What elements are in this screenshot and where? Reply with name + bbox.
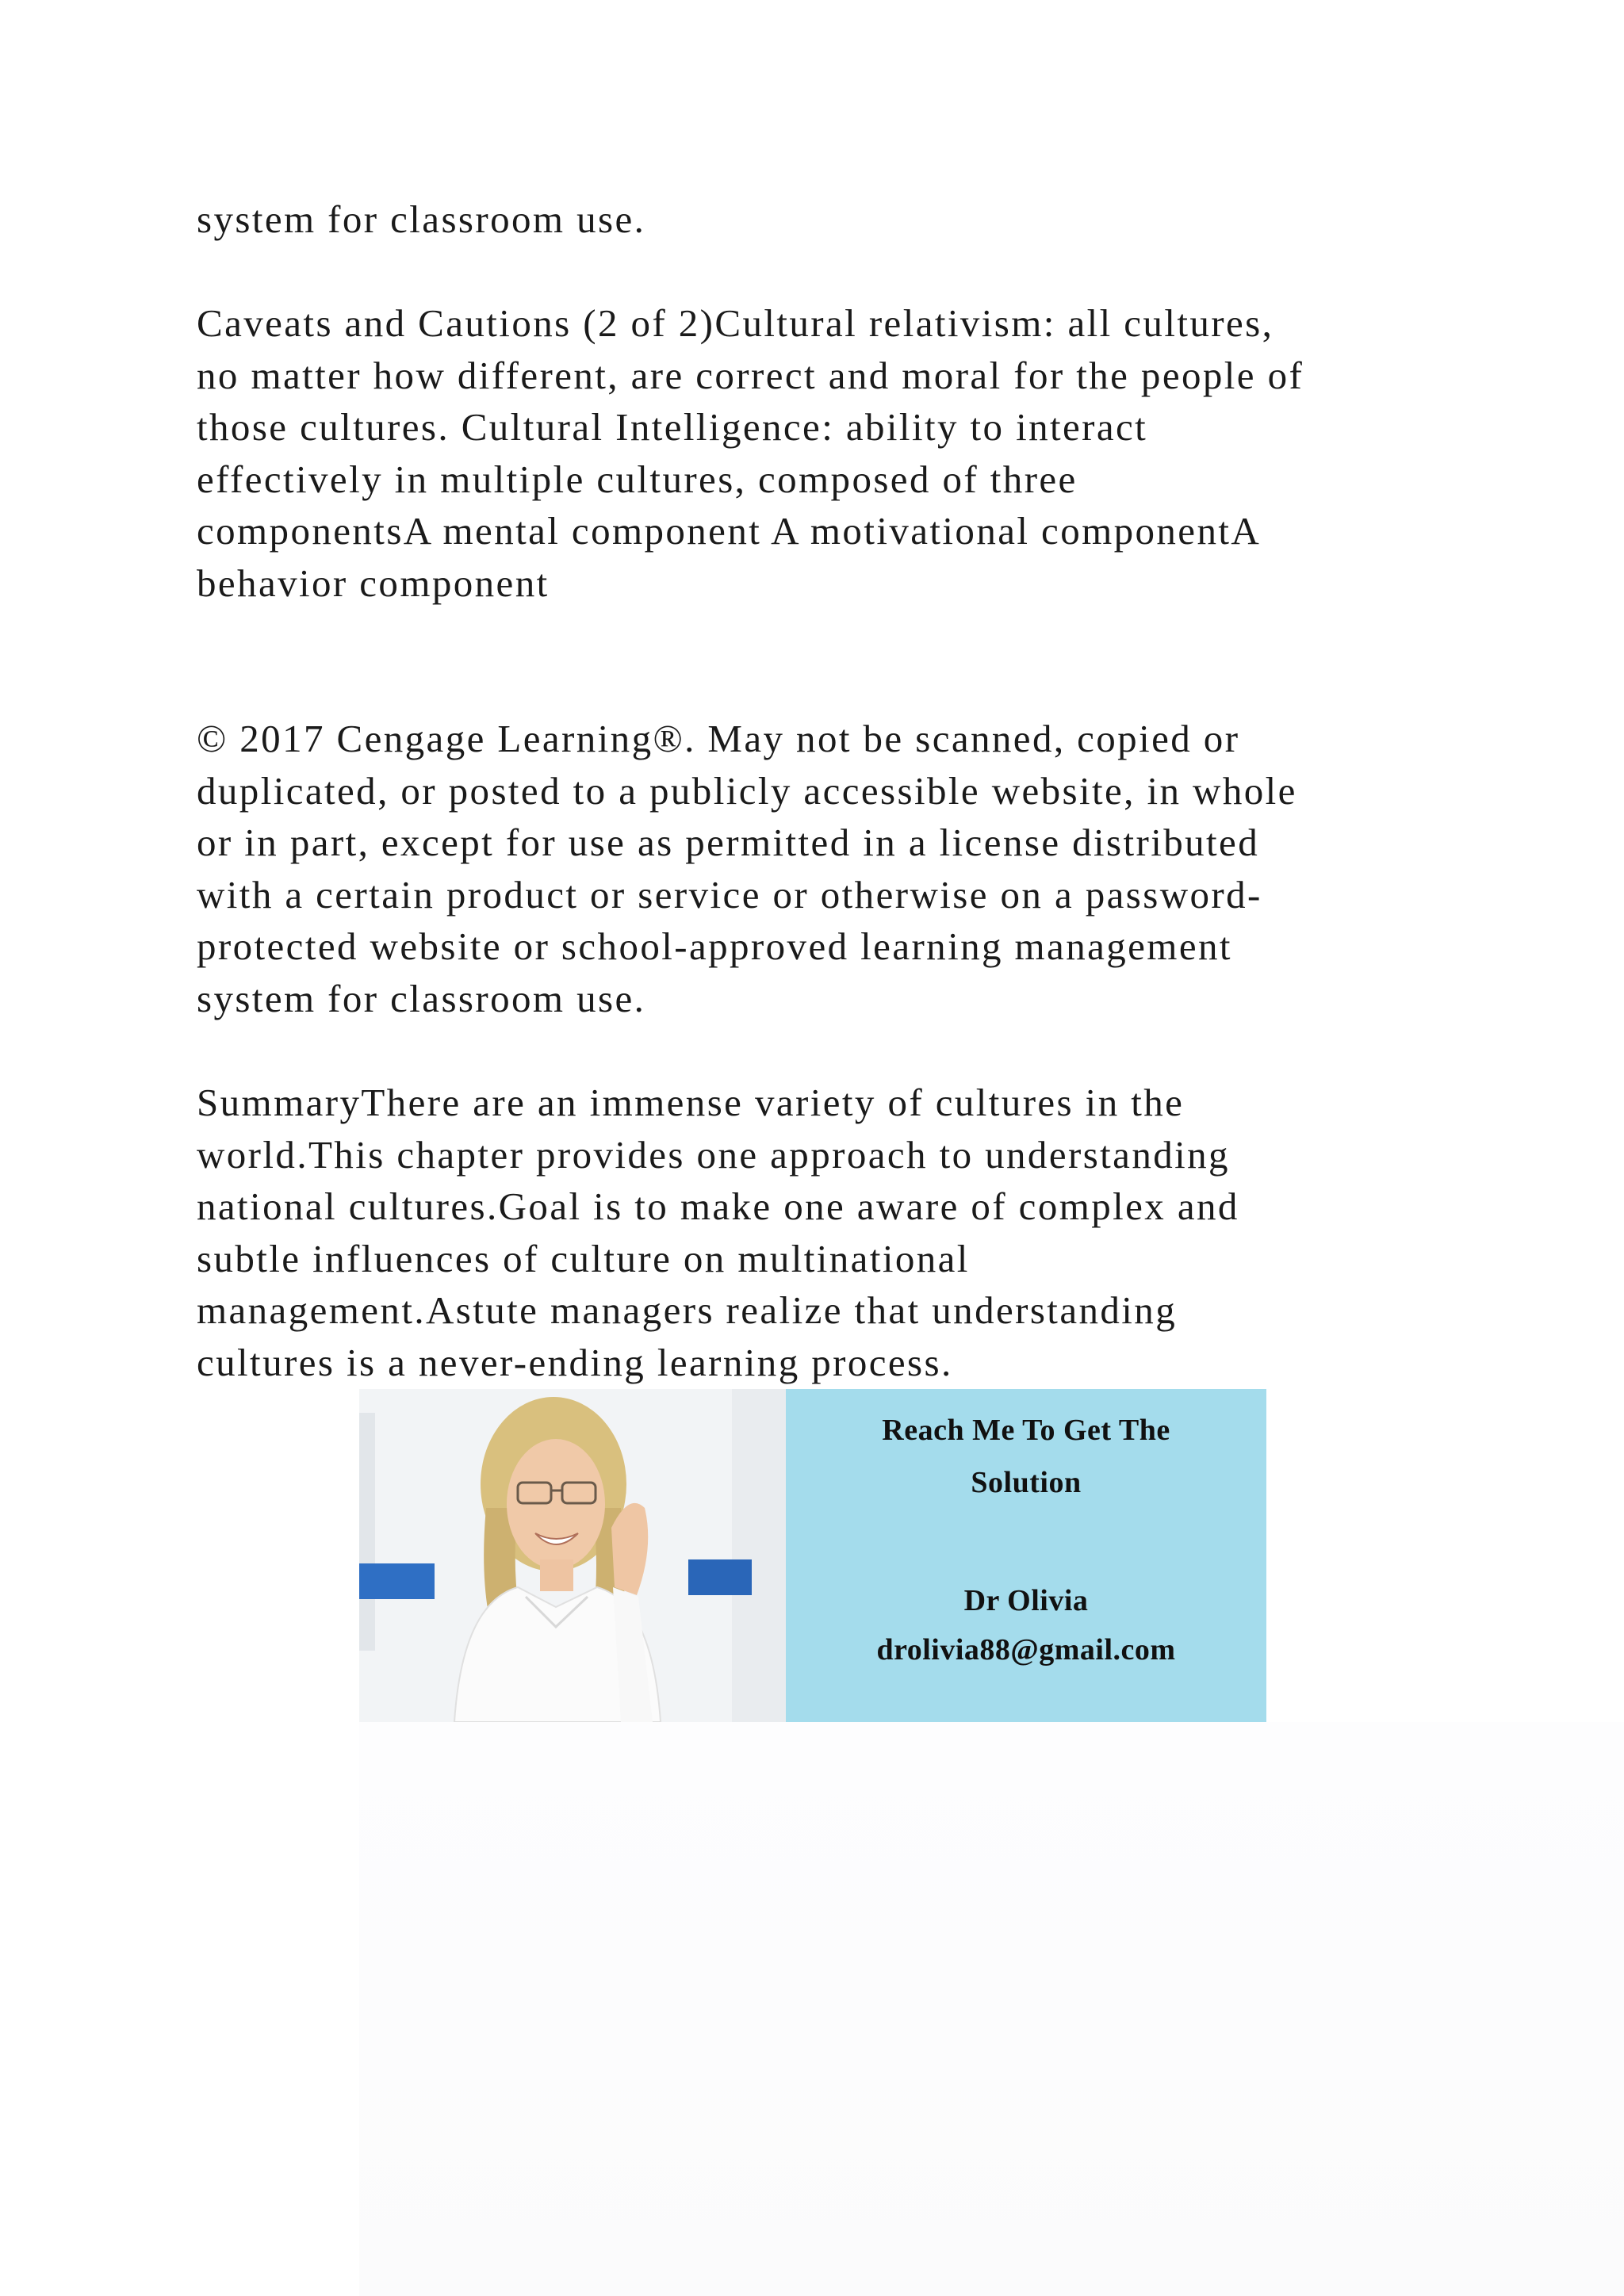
paragraph-copyright-notice: © 2017 Cengage Learning®. May not be scanned, copied or duplicated, or posted to a publicly accessible website, in whole or in part, except for use as permitted in a license distributed with a certain product or service or otherwise on a password- protected website or school-approved learning management system for classroom use. [197, 717, 1297, 1020]
paragraph-summary: SummaryThere are an immense variety of cultures in the world.This chapter provides one approach to understanding national cultures.Goal is to make one aware of complex and subtle influences of culture on multinational management.Astute managers realize that understanding cultures is a never-ending learning process. [197, 1081, 1239, 1384]
paragraph-classroom-use: system for classroom use. [197, 197, 646, 241]
blank-page-area [359, 1722, 1624, 2296]
paragraph-caveats-and-cautions: Caveats and Cautions (2 of 2)Cultural relativism: all cultures, no matter how different, are correct and moral for the people of those cultures. Cultural Intelligence: ability to interact effectively in multiple cultures, composed of three componentsA mental component A motivational componentA behavior component [197, 301, 1304, 605]
contact-panel [786, 1389, 1266, 1722]
woman-photo-illustration [359, 1389, 786, 1722]
advert-heading-line-1: Reach Me To Get The [882, 1414, 1170, 1447]
advert-heading-line-2: Solution [971, 1466, 1082, 1499]
contact-name: Dr Olivia [963, 1584, 1089, 1617]
contact-email[interactable]: drolivia88@gmail.com [876, 1633, 1176, 1667]
contact-advert-banner [359, 1389, 1266, 1722]
woman-photo [359, 1389, 786, 1722]
